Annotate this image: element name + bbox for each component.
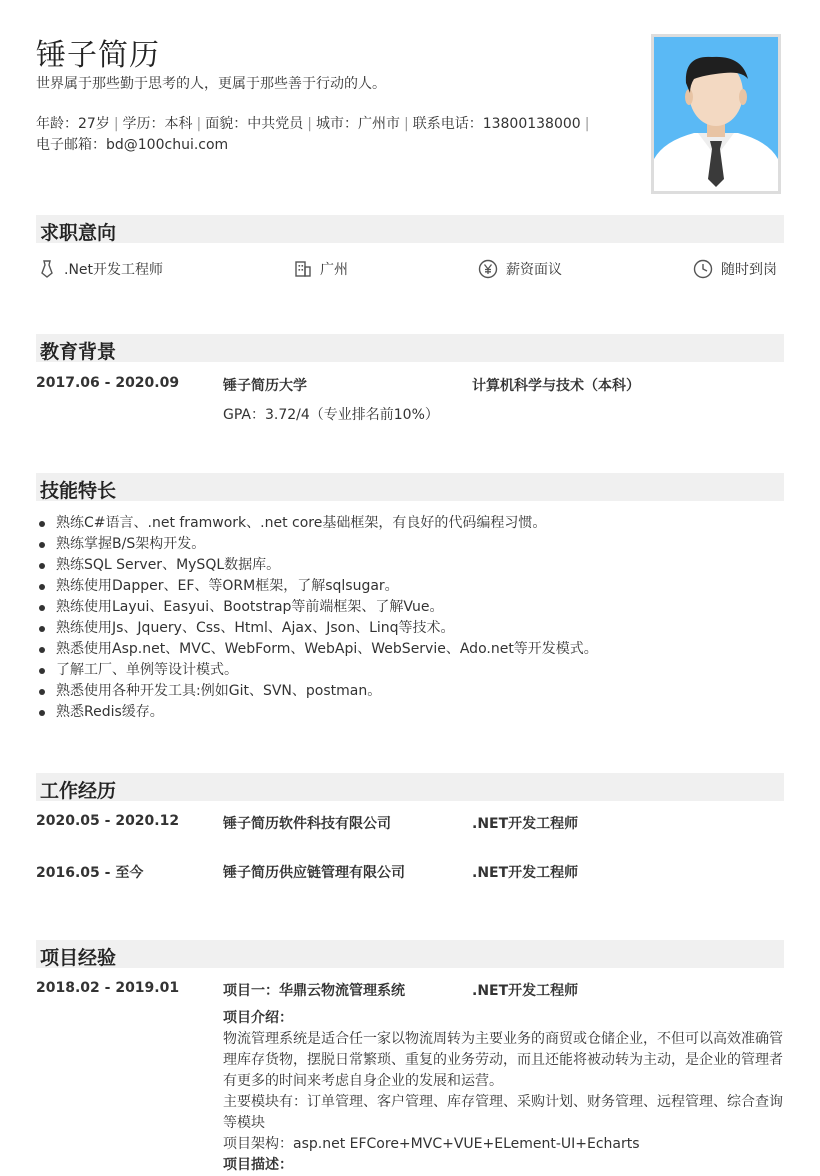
- education-major: 计算机科学与技术（本科）: [472, 378, 640, 394]
- list-item: 了解工厂、单例等设计模式。: [36, 660, 784, 681]
- list-item: 熟练C#语言、.net framwork、.net core基础框架，有良好的代码编程习惯。: [36, 513, 784, 534]
- info-separator: |: [584, 116, 590, 132]
- project-modules: 主要模块有：订单管理、客户管理、库存管理、采购计划、财务管理、远程管理、综合查询等模块: [223, 1094, 783, 1131]
- job-company: 锤子简历软件科技有限公司: [223, 816, 391, 832]
- skills-list: [36, 513, 784, 723]
- project-desc-label: 项目描述：: [223, 1157, 293, 1173]
- avatar-illustration: [654, 37, 778, 191]
- project-intro-label: 项目介绍：: [223, 1010, 293, 1026]
- basic-info-line: [36, 113, 593, 133]
- project-name: 项目一：华鼎云物流管理系统: [223, 983, 405, 999]
- info-politics: 面貌：中共党员: [205, 116, 304, 132]
- building-icon: [294, 259, 312, 279]
- info-separator: |: [113, 116, 119, 132]
- list-item: 熟练SQL Server、MySQL数据库。: [36, 555, 784, 576]
- motto: 世界属于那些勤于思考的人，更属于那些善于行动的人。: [36, 76, 386, 92]
- section-title-intent: 求职意向: [40, 222, 117, 244]
- intent-city-label: 广州: [320, 262, 348, 278]
- project-intro: 物流管理系统是适合任一家以物流周转为主要业务的商贸或仓储企业，不但可以高效准确管理库存货物，摆脱日常繁琐、重复的业务劳动，而且还能将被动转为主动，是企业的管理者有更多的时间来考虑自身企业的发展和运营。: [223, 1031, 783, 1089]
- intent-city: [294, 259, 348, 279]
- avatar: [651, 34, 781, 194]
- project-details: [223, 1008, 785, 1176]
- intent-position-label: .Net开发工程师: [64, 262, 164, 278]
- job-company: 锤子简历供应链管理有限公司: [223, 865, 405, 881]
- yen-icon: [478, 259, 498, 279]
- section-bar-work: [36, 773, 784, 801]
- list-item: 熟悉使用各种开发工具:例如Git、SVN、postman。: [36, 681, 784, 702]
- section-bar-intent: [36, 215, 784, 243]
- list-item: 熟悉Redis缓存。: [36, 702, 784, 723]
- job-role: .NET开发工程师: [472, 865, 579, 881]
- job-role: .NET开发工程师: [472, 816, 579, 832]
- section-title-skills: 技能特长: [40, 480, 117, 502]
- tie-icon: [38, 259, 56, 279]
- job-period: 2016.05 - 至今: [36, 865, 144, 881]
- clock-icon: [693, 259, 713, 279]
- section-bar-skills: [36, 473, 784, 501]
- info-phone: 联系电话：13800138000: [412, 116, 581, 132]
- list-item: 熟悉使用Asp.net、MVC、WebForm、WebApi、WebServie、Ado.net等开发模式。: [36, 639, 784, 660]
- info-separator: |: [196, 116, 202, 132]
- education-school: 锤子简历大学: [223, 378, 307, 394]
- project-architecture: 项目架构：asp.net EFCore+MVC+VUE+ELement-UI+Echarts: [223, 1136, 640, 1152]
- education-period: 2017.06 - 2020.09: [36, 375, 180, 391]
- section-title-education: 教育背景: [40, 341, 117, 363]
- list-item: 熟练使用Dapper、EF、等ORM框架，了解sqlsugar。: [36, 576, 784, 597]
- info-city: 城市：广州市: [315, 116, 400, 132]
- intent-availability-label: 随时到岗: [721, 262, 777, 278]
- job-period: 2020.05 - 2020.12: [36, 813, 180, 829]
- intent-salary-label: 薪资面议: [506, 262, 562, 278]
- list-item: 熟练使用Js、Jquery、Css、Html、Ajax、Json、Linq等技术。: [36, 618, 784, 639]
- section-bar-projects: [36, 940, 784, 968]
- resume-name: 锤子简历: [36, 38, 160, 73]
- section-title-work: 工作经历: [40, 780, 117, 802]
- project-role: .NET开发工程师: [472, 983, 579, 999]
- info-age: 年龄：27岁: [36, 116, 110, 132]
- section-title-projects: 项目经验: [40, 947, 117, 969]
- intent-availability: [693, 259, 777, 279]
- info-separator: |: [307, 116, 312, 132]
- section-bar-education: [36, 334, 784, 362]
- info-education: 学历：本科: [122, 116, 193, 132]
- intent-position: [38, 259, 163, 279]
- intent-salary: [478, 259, 562, 279]
- project-period: 2018.02 - 2019.01: [36, 980, 180, 996]
- education-gpa: GPA：3.72/4（专业排名前10%）: [223, 407, 439, 423]
- info-email: 电子邮箱：bd@100chui.com: [36, 137, 229, 153]
- info-separator: |: [403, 116, 409, 132]
- list-item: 熟练使用Layui、Easyui、Bootstrap等前端框架、了解Vue。: [36, 597, 784, 618]
- list-item: 熟练掌握B/S架构开发。: [36, 534, 784, 555]
